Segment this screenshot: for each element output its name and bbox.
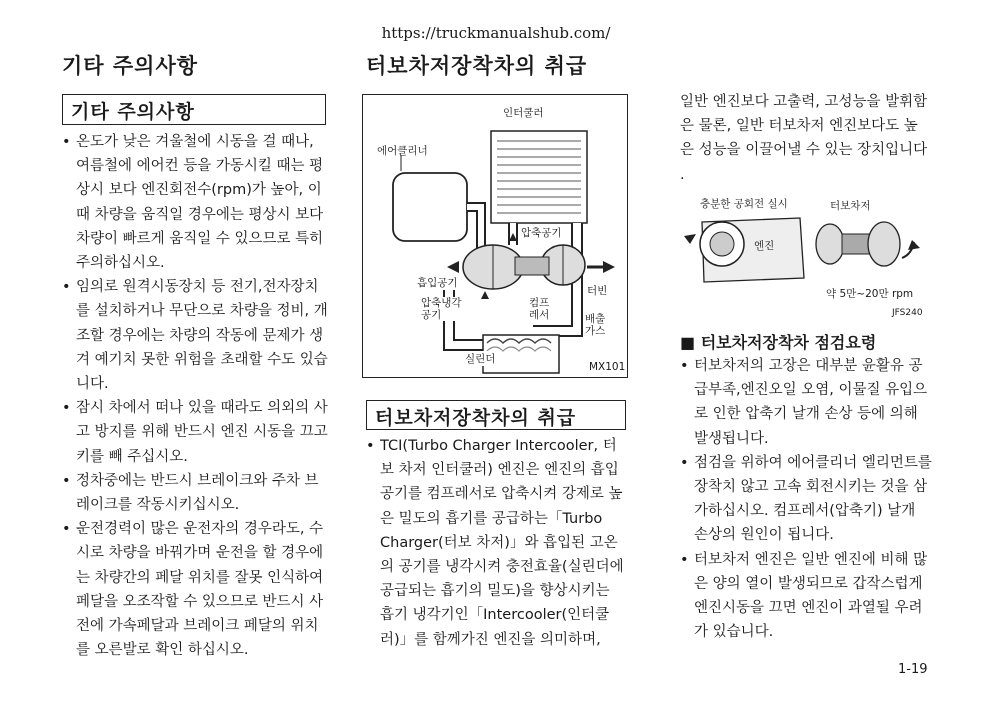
list-item: • 터보차저 엔진은 일반 엔진에 비해 많은 양의 열이 발생되므로 갑작스럽게 엔진시동을 끄면 엔진이 과열될 우려가 있습니다. xyxy=(680,548,932,645)
list-item: • 임의로 원격시동장치 등 전기,전자장치를 설치하거나 무단으로 차량을 정비, 개조할 경우에는 차량의 작동에 문제가 생겨 예기치 못한 위험을 초래할 수도 있습니다. xyxy=(62,275,328,396)
right-bullet-list xyxy=(680,354,932,644)
section-title-box: 터보차저장착차의 취급 xyxy=(366,400,626,430)
list-item: • 운전경력이 많은 운전자의 경우라도, 수시로 차량을 바꿔가며 운전을 할 경우에는 차량간의 페달 위치를 잘못 인식하여 페달을 오조작할 수 있으므로 반드시 사전에 가속페달과 브레이크 페달의 위치를 오른발로 확인 하십시오. xyxy=(62,517,328,662)
label-intake-air: 흡입공기 xyxy=(417,277,458,289)
label-cooled-air: 압축냉각 공기 xyxy=(421,297,462,321)
middle-bullet-list xyxy=(366,434,628,652)
label-engine: 엔진 xyxy=(754,240,775,252)
intro-paragraph: 일반 엔진보다 고출력, 고성능을 발휘함은 물론, 일반 터보차저 엔진보다도 높은 성능을 이끌어낼 수 있는 장치입니다 . xyxy=(680,94,928,183)
label-cylinder: 실린더 xyxy=(465,353,496,365)
figure-code: JFS240 xyxy=(892,308,923,318)
label-turbocharger: 터보차저 xyxy=(830,200,871,212)
page-title-center: 터보차저장착차의 취급 xyxy=(366,54,588,78)
diagram-code: MX101 xyxy=(589,361,626,373)
left-bullet-list xyxy=(62,130,328,662)
label-intercooler: 인터쿨러 xyxy=(503,107,544,119)
label-compressed-air: 압축공기 xyxy=(521,227,562,239)
list-item: • 점검을 위하여 에어클리너 엘리먼트를 장착치 않고 고속 회전시키는 것을 삼가하십시오. 컴프레서(압축기) 날개 손상의 원인이 됩니다. xyxy=(680,451,932,548)
label-warmup: 충분한 공회전 실시 xyxy=(700,198,788,210)
figure-illustration xyxy=(680,192,932,322)
section-title-box: 기타 주의사항 xyxy=(62,94,326,125)
label-compressor: 컴프 레서 xyxy=(529,297,550,321)
list-item: • TCI(Turbo Charger Intercooler, 터보 차저 인터쿨러) 엔진은 엔진의 흡입공기를 컴프레서로 압축시켜 강제로 높은 밀도의 흡기를 공급하는「Turbo Charger(터보 차저)」와 흡입된 고온의 공기를 냉각시켜 충전효율(실린더에 공급되는 흡기의 밀도)을 향상시키는 흡기 냉각기인「Intercooler(인터쿨러)」를 함께가진 엔진을 의미하며, xyxy=(366,434,628,652)
label-air-cleaner: 에어클리너 xyxy=(377,145,428,157)
turbo-warmup-figure xyxy=(680,192,932,324)
list-item: • 온도가 낮은 겨울철에 시동을 걸 때나, 여름철에 에어컨 등을 가동시킬 때는 평상시 보다 엔진회전수(rpm)가 높아, 이때 차량을 움직일 경우에는 평상시 보다 차량이 빠르게 움직일 수 있으므로 특히 주의하십시오. xyxy=(62,130,328,275)
label-turbine: 터빈 xyxy=(587,285,608,297)
inspection-section-title: ■ 터보차저장착차 점검요령 xyxy=(680,333,877,352)
source-url: https://truckmanualshub.com/ xyxy=(381,24,611,42)
label-rpm: 약 5만~20만 rpm xyxy=(826,288,914,300)
list-item: • 잠시 차에서 떠나 있을 때라도 의외의 사고 방지를 위해 반드시 엔진 시동을 끄고 키를 빼 주십시오. xyxy=(62,396,328,469)
page-number: 1-19 xyxy=(898,662,928,677)
turbo-intercooler-diagram xyxy=(362,94,628,378)
label-exhaust: 배출 가스 xyxy=(585,313,606,337)
page-title-left: 기타 주의사항 xyxy=(62,54,199,78)
list-item: • 터보차저의 고장은 대부분 윤활유 공급부족,엔진오일 오염, 이물질 유입으로 인한 압축기 날개 손상 등에 의해 발생됩니다. xyxy=(680,354,932,451)
list-item: • 정차중에는 반드시 브레이크와 주차 브레이크를 작동시키십시오. xyxy=(62,469,328,517)
